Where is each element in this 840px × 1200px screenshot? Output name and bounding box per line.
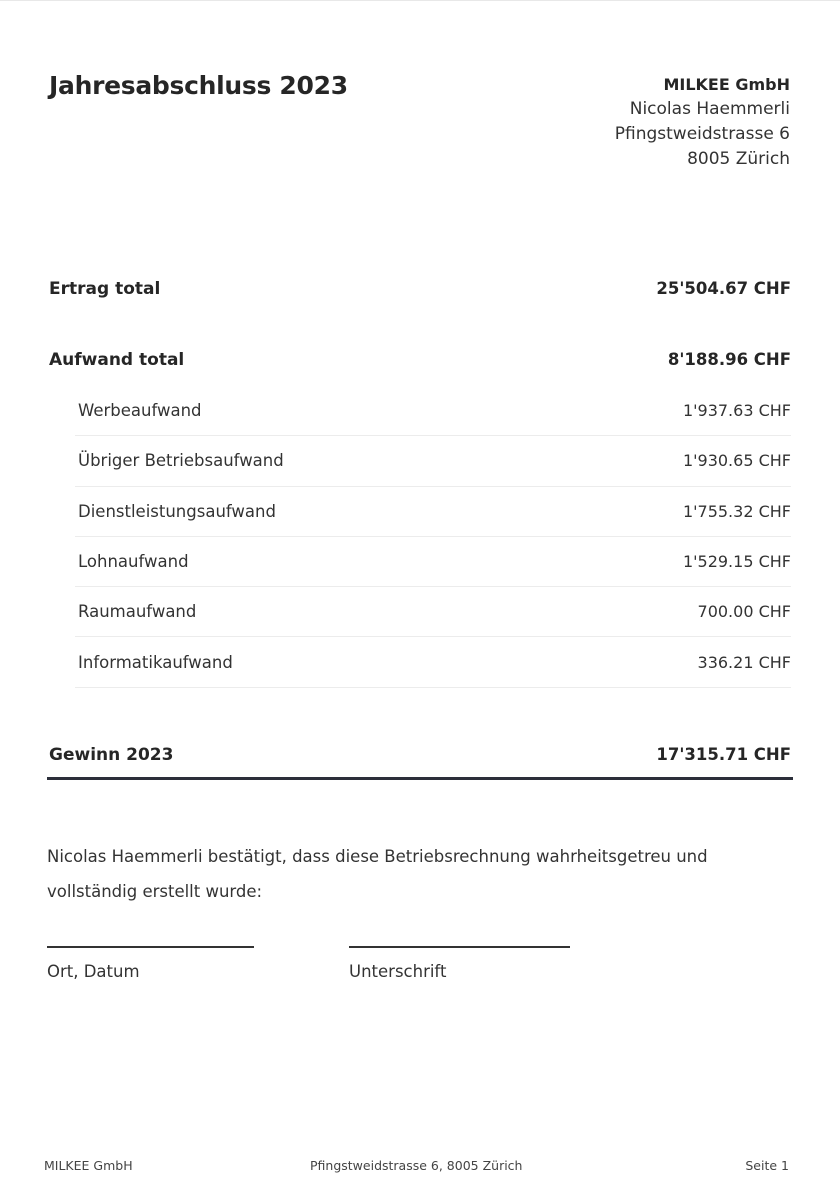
profit-row (49, 745, 791, 765)
expense-total-amount: 8'188.96 CHF (667, 350, 791, 369)
expense-total-row (49, 350, 791, 370)
place-date-label: Ort, Datum (47, 962, 140, 981)
footer-company: MILKEE GmbH (44, 1158, 133, 1173)
company-name: MILKEE GmbH (663, 75, 790, 94)
expense-item-amount: 336.21 CHF (697, 652, 791, 672)
place-date-line (47, 946, 254, 948)
income-total-amount: 25'504.67 CHF (656, 279, 791, 298)
footer-page-number: Seite 1 (745, 1158, 789, 1173)
expense-item-label: Übriger Betriebsaufwand (78, 451, 284, 471)
expense-item-amount: 700.00 CHF (697, 602, 791, 622)
expense-item-label: Lohnaufwand (78, 552, 189, 572)
expense-item-label: Dienstleistungsaufwand (78, 501, 276, 521)
expense-item-lohnaufwand (75, 537, 791, 587)
expense-item-amount: 1'529.15 CHF (682, 552, 791, 572)
company-city: 8005 Zürich (687, 149, 790, 169)
income-total-row (49, 279, 791, 299)
expense-item-label: Informatikaufwand (78, 652, 233, 672)
company-contact: Nicolas Haemmerli (629, 99, 790, 119)
income-total-label: Ertrag total (49, 279, 161, 299)
company-address-block (615, 72, 790, 172)
expense-item-label: Raumaufwand (78, 602, 197, 622)
expense-item-betriebsaufwand (75, 436, 791, 486)
confirmation-text: Nicolas Haemmerli bestätigt, dass diese Betriebsrechnung wahrheitsgetreu und vollständig erstellt wurde: (47, 847, 708, 901)
expense-item-label: Werbeaufwand (78, 401, 202, 421)
profit-label: Gewinn 2023 (49, 745, 174, 765)
expense-item-werbeaufwand (75, 386, 791, 436)
expense-item-informatikaufwand (75, 637, 791, 687)
footer-address: Pfingstweidstrasse 6, 8005 Zürich (310, 1158, 523, 1173)
expense-total-label: Aufwand total (49, 350, 185, 370)
expense-item-amount: 1'937.63 CHF (682, 401, 791, 421)
profit-amount: 17'315.71 CHF (656, 745, 791, 764)
signature-label: Unterschrift (349, 962, 447, 981)
signature-line (349, 946, 570, 948)
expense-item-dienstleistungsaufwand (75, 487, 791, 537)
company-street: Pfingstweidstrasse 6 (614, 124, 790, 144)
expense-list (75, 386, 791, 688)
document-title: Jahresabschluss 2023 (49, 71, 348, 100)
expense-item-raumaufwand (75, 587, 791, 637)
profit-divider (47, 777, 793, 780)
top-border (0, 0, 840, 1)
expense-item-amount: 1'755.32 CHF (682, 501, 791, 521)
expense-item-amount: 1'930.65 CHF (682, 451, 791, 471)
